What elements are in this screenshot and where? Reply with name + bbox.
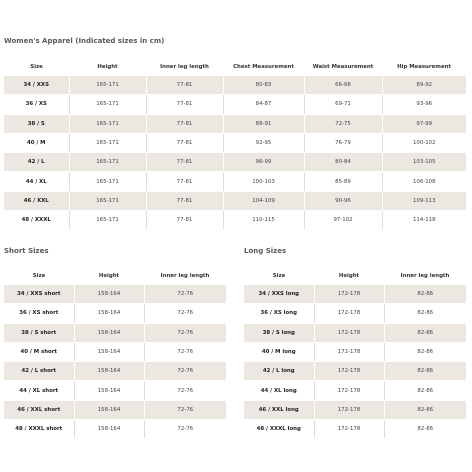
- womens-size-table: [4, 58, 466, 230]
- measurement-cell: 158-164: [74, 304, 144, 323]
- size-cell: 34 / XXS short: [4, 285, 74, 304]
- table-row: [244, 362, 466, 381]
- measurement-cell: 82-86: [384, 304, 466, 323]
- header-row: [4, 58, 466, 76]
- measurement-cell: 88-91: [223, 114, 304, 133]
- size-cell: 40 / M long: [244, 342, 314, 361]
- measurement-cell: 172-178: [314, 342, 384, 361]
- measurement-cell: 80-84: [304, 153, 382, 172]
- measurement-cell: 77-81: [146, 114, 223, 133]
- measurement-cell: 82-86: [384, 362, 466, 381]
- measurement-cell: 100-102: [382, 133, 466, 152]
- table-row: [4, 153, 466, 172]
- column-header: Height: [97, 64, 118, 70]
- table-row: [244, 381, 466, 400]
- measurement-cell: 77-81: [146, 211, 223, 230]
- size-cell: 44 / XL: [4, 172, 69, 191]
- measurement-cell: 100-103: [223, 172, 304, 191]
- measurement-cell: 165-171: [69, 153, 146, 172]
- measurement-cell: 110-115: [223, 211, 304, 230]
- measurement-cell: 72-76: [144, 400, 226, 419]
- table-row: [244, 342, 466, 361]
- table-body: [4, 76, 466, 230]
- table-row: [244, 304, 466, 323]
- measurement-cell: 165-171: [69, 191, 146, 210]
- measurement-cell: 82-86: [384, 323, 466, 342]
- column-header: Height: [98, 273, 120, 279]
- measurement-cell: 172-178: [314, 381, 384, 400]
- size-cell: 36 / XS short: [4, 304, 74, 323]
- table-row: [4, 362, 226, 381]
- table-row: [244, 323, 466, 342]
- measurement-cell: 165-171: [69, 76, 146, 95]
- size-cell: 38 / S short: [4, 323, 74, 342]
- column-header: Inner leg length: [400, 273, 450, 279]
- measurement-cell: 76-79: [304, 133, 382, 152]
- size-cell: 40 / M: [4, 133, 69, 152]
- table-header: [4, 58, 466, 76]
- size-cell: 42 / L short: [4, 362, 74, 381]
- measurement-cell: 77-81: [146, 191, 223, 210]
- table-row: [4, 211, 466, 230]
- table-row: [4, 400, 226, 419]
- measurement-cell: 93-96: [382, 95, 466, 114]
- measurement-cell: 72-76: [144, 323, 226, 342]
- measurement-cell: 172-178: [314, 400, 384, 419]
- measurement-cell: 72-76: [144, 342, 226, 361]
- measurement-cell: 158-164: [74, 323, 144, 342]
- measurement-cell: 106-108: [382, 172, 466, 191]
- measurement-cell: 66-68: [304, 76, 382, 95]
- measurement-cell: 82-86: [384, 400, 466, 419]
- measurement-cell: 85-89: [304, 172, 382, 191]
- measurement-cell: 72-76: [144, 285, 226, 304]
- measurement-cell: 172-178: [314, 362, 384, 381]
- size-cell: 44 / XL short: [4, 381, 74, 400]
- header-row: [4, 267, 226, 285]
- measurement-cell: 172-178: [314, 323, 384, 342]
- measurement-cell: 72-76: [144, 362, 226, 381]
- measurement-cell: 114-118: [382, 211, 466, 230]
- table-row: [244, 420, 466, 439]
- measurement-cell: 158-164: [74, 400, 144, 419]
- measurement-cell: 72-76: [144, 304, 226, 323]
- size-cell: 46 / XXL long: [244, 400, 314, 419]
- measurement-cell: 77-81: [146, 133, 223, 152]
- measurement-cell: 90-96: [304, 191, 382, 210]
- size-cell: 46 / XXL: [4, 191, 69, 210]
- measurement-cell: 92-95: [223, 133, 304, 152]
- measurement-cell: 84-87: [223, 95, 304, 114]
- column-header: Waist Measurement: [312, 64, 374, 70]
- header-row: [244, 267, 466, 285]
- measurement-cell: 109-113: [382, 191, 466, 210]
- measurement-cell: 158-164: [74, 381, 144, 400]
- measurement-cell: 97-99: [382, 114, 466, 133]
- table-row: [4, 381, 226, 400]
- long-size-table: [244, 267, 466, 439]
- table-row: [4, 420, 226, 439]
- size-cell: 44 / XL long: [244, 381, 314, 400]
- measurement-cell: 77-81: [146, 172, 223, 191]
- table-row: [4, 342, 226, 361]
- long-sizes-title: Long Sizes: [244, 247, 287, 255]
- column-header: Size: [32, 273, 46, 279]
- measurement-cell: 172-178: [314, 304, 384, 323]
- size-cell: 48 / XXXL short: [4, 420, 74, 439]
- table-row: [4, 323, 226, 342]
- womens-apparel-title: Women's Apparel (Indicated sizes in cm): [4, 37, 165, 45]
- column-header: Inner leg length: [160, 273, 210, 279]
- measurement-cell: 165-171: [69, 95, 146, 114]
- measurement-cell: 158-164: [74, 342, 144, 361]
- short-size-table: [4, 267, 226, 439]
- measurement-cell: 72-75: [304, 114, 382, 133]
- table-row: [4, 95, 466, 114]
- table-row: [4, 304, 226, 323]
- measurement-cell: 103-105: [382, 153, 466, 172]
- measurement-cell: 97-102: [304, 211, 382, 230]
- size-cell: 42 / L long: [244, 362, 314, 381]
- measurement-cell: 165-171: [69, 172, 146, 191]
- size-cell: 40 / M short: [4, 342, 74, 361]
- measurement-cell: 72-76: [144, 381, 226, 400]
- size-cell: 34 / XXS long: [244, 285, 314, 304]
- measurement-cell: 72-76: [144, 420, 226, 439]
- size-cell: 36 / XS long: [244, 304, 314, 323]
- table-row: [4, 114, 466, 133]
- measurement-cell: 80-83: [223, 76, 304, 95]
- size-cell: 38 / S long: [244, 323, 314, 342]
- measurement-cell: 165-171: [69, 211, 146, 230]
- size-cell: 34 / XXS: [4, 76, 69, 95]
- measurement-cell: 82-86: [384, 381, 466, 400]
- measurement-cell: 158-164: [74, 362, 144, 381]
- size-cell: 48 / XXXL: [4, 211, 69, 230]
- table-header: [4, 267, 226, 285]
- measurement-cell: 82-86: [384, 420, 466, 439]
- size-cell: 36 / XS: [4, 95, 69, 114]
- table-row: [244, 400, 466, 419]
- table-body: [4, 285, 226, 439]
- measurement-cell: 69-71: [304, 95, 382, 114]
- measurement-cell: 77-81: [146, 153, 223, 172]
- table-row: [4, 285, 226, 304]
- table-row: [4, 76, 466, 95]
- measurement-cell: 104-109: [223, 191, 304, 210]
- table-row: [4, 191, 466, 210]
- measurement-cell: 158-164: [74, 420, 144, 439]
- size-cell: 42 / L: [4, 153, 69, 172]
- measurement-cell: 82-86: [384, 342, 466, 361]
- measurement-cell: 158-164: [74, 285, 144, 304]
- column-header: Height: [338, 273, 360, 279]
- column-header: Size: [30, 64, 43, 70]
- size-cell: 38 / S: [4, 114, 69, 133]
- measurement-cell: 172-178: [314, 285, 384, 304]
- table-body: [244, 285, 466, 439]
- measurement-cell: 82-86: [384, 285, 466, 304]
- column-header: Inner leg length: [160, 64, 209, 70]
- table-header: [244, 267, 466, 285]
- column-header: Hip Measurement: [397, 64, 451, 70]
- measurement-cell: 165-171: [69, 133, 146, 152]
- measurement-cell: 96-99: [223, 153, 304, 172]
- size-cell: 48 / XXXL long: [244, 420, 314, 439]
- measurement-cell: 77-81: [146, 95, 223, 114]
- size-cell: 46 / XXL short: [4, 400, 74, 419]
- short-sizes-title: Short Sizes: [4, 247, 49, 255]
- table-row: [4, 172, 466, 191]
- measurement-cell: 89-92: [382, 76, 466, 95]
- measurement-cell: 172-178: [314, 420, 384, 439]
- measurement-cell: 77-81: [146, 76, 223, 95]
- column-header: Chest Measurement: [233, 64, 294, 70]
- table-row: [4, 133, 466, 152]
- column-header: Size: [272, 273, 286, 279]
- table-row: [244, 285, 466, 304]
- measurement-cell: 165-171: [69, 114, 146, 133]
